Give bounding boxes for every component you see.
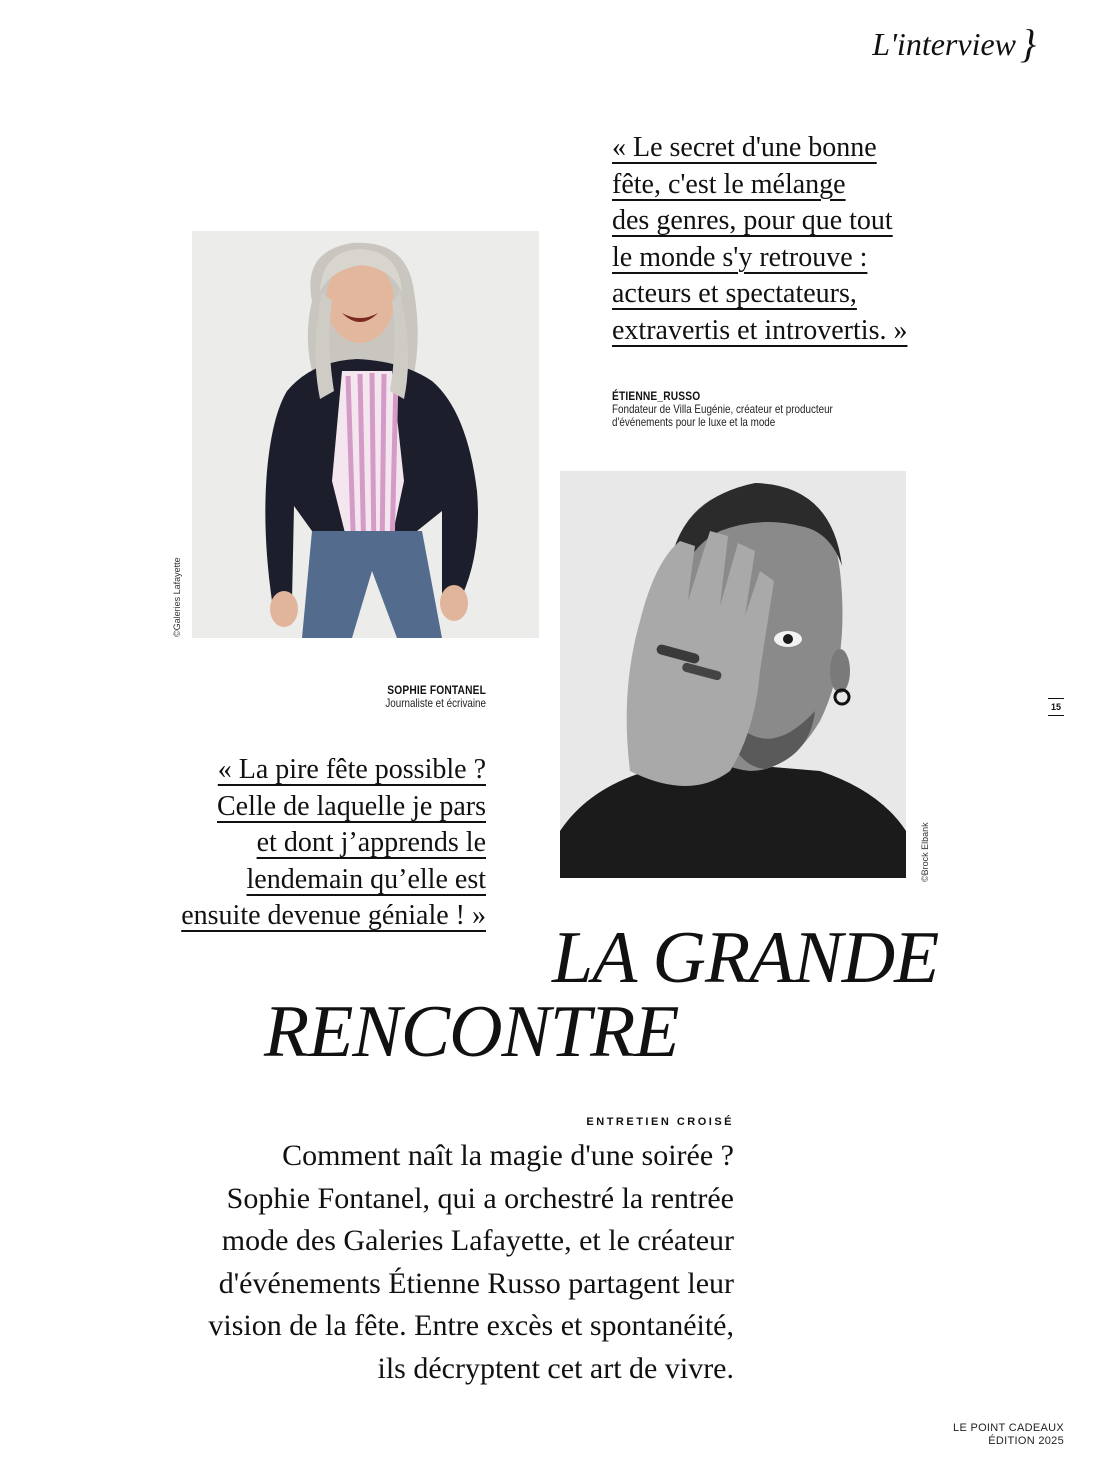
- quote-line: des genres, pour que tout: [612, 205, 893, 236]
- quote-line: lendemain qu’elle est: [246, 863, 486, 895]
- quote-line: et dont j’apprends le: [256, 827, 486, 858]
- page-number: 15: [1048, 698, 1064, 716]
- photo-sophie-fontanel: [192, 231, 539, 638]
- quote-line: Celle de laquelle je pars: [217, 790, 486, 822]
- quote-line: ensuite devenue géniale ! »: [181, 900, 486, 931]
- quote-line: « La pire fête possible ?: [217, 754, 486, 785]
- caption-russo: [612, 389, 912, 429]
- quote-line: extravertis et introvertis. »: [612, 314, 908, 346]
- lede-line: Sophie Fontanel, qui a orchestré la rentrée: [226, 1181, 734, 1215]
- person-name-russo: ÉTIENNE_RUSSO: [612, 389, 701, 403]
- photo-credit-fontanel: ©Galeries Lafayette: [172, 557, 182, 637]
- caption-fontanel: [286, 683, 486, 710]
- person-name-fontanel: SOPHIE FONTANEL: [387, 683, 486, 697]
- pull-quote-fontanel: [120, 752, 486, 935]
- magazine-footer: [953, 1422, 1064, 1448]
- section-tag: [872, 21, 1036, 66]
- photo-credit-russo: ©Brock Elbank: [920, 822, 930, 882]
- person-role-russo-line2: d'événements pour le luxe et la mode: [612, 415, 776, 429]
- lede-line: Comment naît la magie d'une soirée ?: [282, 1139, 734, 1172]
- headline-line-2: RENCONTRE: [264, 991, 679, 1073]
- quote-line: acteurs et spectateurs,: [612, 278, 857, 309]
- quote-line: fête, c'est le mélange: [612, 168, 846, 200]
- kicker-label: ENTRETIEN CROISÉ: [586, 1116, 734, 1128]
- person-role-fontanel: Journaliste et écrivaine: [385, 696, 486, 710]
- lede-paragraph: [120, 1135, 734, 1390]
- headline-line-1: LA GRANDE: [552, 917, 939, 999]
- section-tag-label: L'interview: [872, 25, 1016, 62]
- person-role-russo-line1: Fondateur de Villa Eugénie, créateur et producteur: [612, 402, 833, 416]
- photo-etienne-russo: [560, 471, 906, 878]
- quote-line: le monde s'y retrouve :: [612, 241, 868, 273]
- lede-line: d'événements Étienne Russo partagent leur: [218, 1266, 734, 1300]
- footer-edition: ÉDITION 2025: [988, 1435, 1064, 1447]
- pull-quote-russo: [612, 130, 972, 349]
- lede-line: vision de la fête. Entre excès et spontanéité,: [208, 1309, 734, 1342]
- portrait-russo-illustration: [560, 471, 906, 878]
- portrait-fontanel-illustration: [192, 231, 539, 638]
- lede-line: ils décryptent cet art de vivre.: [377, 1351, 734, 1385]
- quote-line: « Le secret d'une bonne: [612, 132, 877, 163]
- lede-line: mode des Galeries Lafayette, et le créateur: [221, 1224, 734, 1257]
- footer-publication: LE POINT CADEAUX: [953, 1422, 1064, 1434]
- section-tag-brace: }: [1020, 21, 1036, 66]
